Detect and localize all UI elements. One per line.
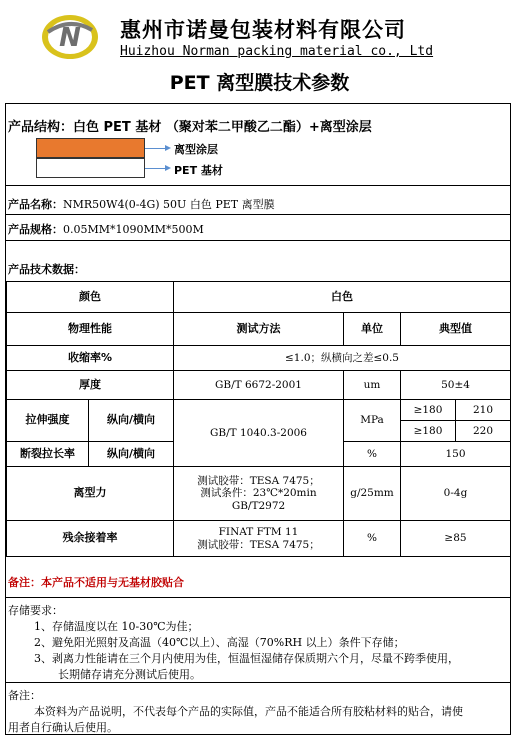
residual-method xyxy=(174,521,344,557)
release-value: 0-4g xyxy=(401,467,511,521)
elongation-unit: % xyxy=(344,442,401,467)
tensile-value-1a: ≥180 xyxy=(401,400,456,421)
storage-item-1: 1、存储温度以在 10-30℃为佳； xyxy=(34,620,199,633)
remark-title: 备注： xyxy=(8,689,41,702)
pet-layer-swatch xyxy=(36,158,145,178)
tensile-unit: MPa xyxy=(344,400,401,442)
company-name-en: Huizhou Norman packing material co., Ltd xyxy=(120,44,434,59)
color-value: 白色 xyxy=(174,282,511,313)
product-name-label: 产品名称： xyxy=(8,198,63,211)
thickness-label: 厚度 xyxy=(7,371,174,400)
release-method-tape: 测试胶带：TESA 7475； xyxy=(197,475,320,488)
product-spec-value: 0.05MM*1090MM*500M xyxy=(63,223,204,236)
structure-label: 产品结构：白色 PET 基材 （聚对苯二甲酸乙二酯）+离型涂层 xyxy=(8,120,372,135)
release-unit: g/25mm xyxy=(344,467,401,521)
document-title: PET 离型膜技术参数 xyxy=(169,72,350,94)
spec-table xyxy=(6,281,511,557)
spec-sheet xyxy=(5,103,511,735)
residual-method-tape: 测试胶带：TESA 7475； xyxy=(197,538,320,551)
logo-letter: N xyxy=(59,23,81,53)
tensile-method: GB/T 1040.3-2006 xyxy=(174,400,344,467)
tech-data-label: 产品技术数据： xyxy=(8,263,85,276)
product-name-value: NMR50W4(0-4G) 50U 白色 PET 离型膜 xyxy=(63,198,275,211)
remark-line-2: 用者自行确认后使用。 xyxy=(8,721,118,734)
company-name-cn: 惠州市诺曼包装材料有限公司 xyxy=(120,18,406,42)
elongation-value: 150 xyxy=(401,442,511,467)
storage-item-3-cont: 长期储存请充分测试后使用。 xyxy=(58,668,201,681)
residual-method-standard: FINAT FTM 11 xyxy=(218,526,299,539)
storage-item-3: 3、剥离力性能请在三个月内使用为佳，恒温恒湿储存保质期六个月，尽量不跨季使用， xyxy=(34,652,459,665)
residual-unit: % xyxy=(344,521,401,557)
pet-arrow xyxy=(145,168,169,169)
warning-note: 备注：本产品不适用与无基材胶贴合 xyxy=(8,576,184,589)
shrink-value: ≤1.0；纵横向之差≤0.5 xyxy=(174,346,511,371)
remark-line-1: 本资料为产品说明，不代表每个产品的实际值，产品不能适合所有胶粘材料的贴合，请使 xyxy=(34,705,463,718)
header-unit: 单位 xyxy=(344,313,401,346)
storage-title: 存储要求： xyxy=(8,604,63,617)
release-label: 离型力 xyxy=(7,467,174,521)
coating-layer-swatch xyxy=(36,138,145,158)
tensile-value-1b: 210 xyxy=(456,400,511,421)
residual-value: ≥85 xyxy=(401,521,511,557)
shrink-label: 收缩率% xyxy=(7,346,174,371)
layer-pet-label: PET 基材 xyxy=(174,164,223,177)
tensile-value-2b: 220 xyxy=(456,421,511,442)
residual-label: 残余接着率 xyxy=(7,521,174,557)
thickness-value: 50±4 xyxy=(401,371,511,400)
thickness-method: GB/T 6672-2001 xyxy=(174,371,344,400)
thickness-unit: um xyxy=(344,371,401,400)
storage-item-2: 2、避免阳光照射及高温（40℃以上）、高湿（70%RH 以上）条件下存储； xyxy=(34,636,405,649)
release-method-standard: GB/T2972 xyxy=(231,499,286,512)
tensile-label: 拉伸强度 xyxy=(7,400,89,442)
release-method-condition: 测试条件：23℃*20min xyxy=(200,487,317,500)
header-property: 物理性能 xyxy=(7,313,174,346)
tensile-direction: 纵向/横向 xyxy=(89,400,174,442)
product-spec-label: 产品规格： xyxy=(8,223,63,236)
header-method: 测试方法 xyxy=(174,313,344,346)
release-method xyxy=(174,467,344,521)
elongation-direction: 纵向/横向 xyxy=(89,442,174,467)
coating-arrow xyxy=(145,148,169,149)
tensile-value-2a: ≥180 xyxy=(401,421,456,442)
color-label: 颜色 xyxy=(7,282,174,313)
company-logo xyxy=(40,12,100,62)
layer-coating-label: 离型涂层 xyxy=(174,143,218,156)
header-typical: 典型值 xyxy=(401,313,511,346)
elongation-label: 断裂拉长率 xyxy=(7,442,89,467)
